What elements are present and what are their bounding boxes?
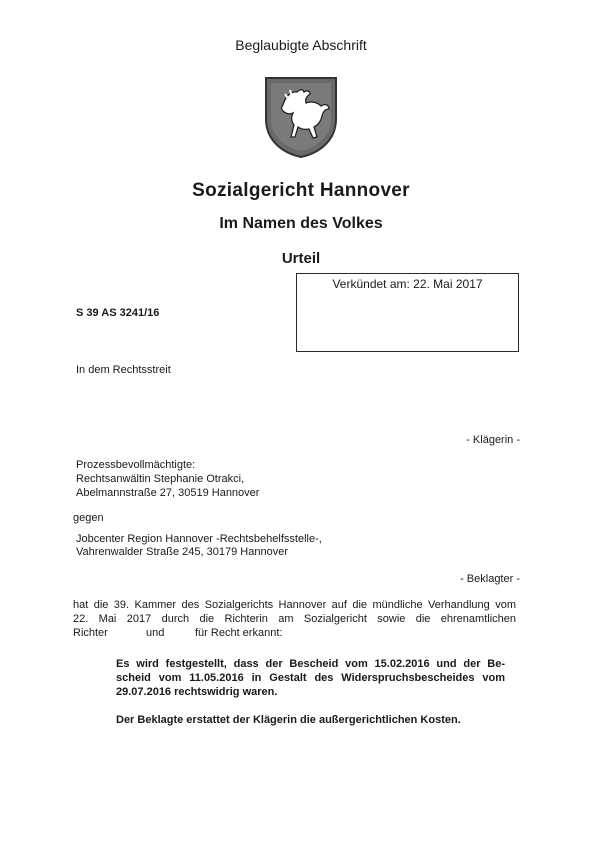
counsel-address: Abelmannstraße 27, 30519 Hannover	[76, 487, 260, 499]
lower-saxony-horse-crest-icon	[263, 75, 339, 159]
defendant-name: Jobcenter Region Hannover -Rechtsbehelfsstelle-,	[76, 533, 322, 545]
legal-dispute-intro: In dem Rechtsstreit	[76, 364, 171, 376]
body-text-line: hat die 39. Kammer des Sozialgerichts Hannover auf die mündliche Verhandlung vom	[73, 599, 516, 611]
defendant-label: - Beklagter -	[460, 573, 520, 585]
plaintiff-label: - Klägerin -	[466, 434, 520, 446]
in-the-name-of-the-people: Im Namen des Volkes	[219, 215, 383, 232]
counsel-label: Prozessbevollmächtigte:	[76, 459, 196, 471]
body-text-line: 22. Mai 2017 durch die Richterin am Sozialgericht sowie die ehrenamtlichen	[73, 613, 516, 625]
against-label: gegen	[73, 512, 104, 524]
body-text-verdict: für Recht erkannt:	[195, 627, 283, 639]
court-name: Sozialgericht Hannover	[192, 180, 410, 201]
counsel-name: Rechtsanwältin Stephanie Otrakci,	[76, 473, 245, 485]
announcement-box	[296, 273, 519, 352]
judgment-type: Urteil	[281, 250, 321, 267]
announcement-date: Verkündet am: 22. Mai 2017	[332, 277, 483, 291]
body-text-and: und	[146, 627, 165, 639]
tenor-line: scheid vom 11.05.2016 in Gestalt des Widerspruchsbescheides vom	[116, 672, 505, 684]
tenor-line: Es wird festgestellt, dass der Bescheid vom 15.02.2016 und der Be-	[116, 658, 505, 670]
body-text-judges: Richter	[73, 627, 108, 639]
document-header-label: Beglaubigte Abschrift	[235, 37, 367, 53]
tenor-costs: Der Beklagte erstattet der Klägerin die außergerichtlichen Kosten.	[116, 714, 461, 726]
tenor-line: 29.07.2016 rechtswidrig waren.	[116, 686, 278, 698]
defendant-address: Vahrenwalder Straße 245, 30179 Hannover	[76, 546, 288, 558]
case-number: S 39 AS 3241/16	[76, 307, 160, 319]
